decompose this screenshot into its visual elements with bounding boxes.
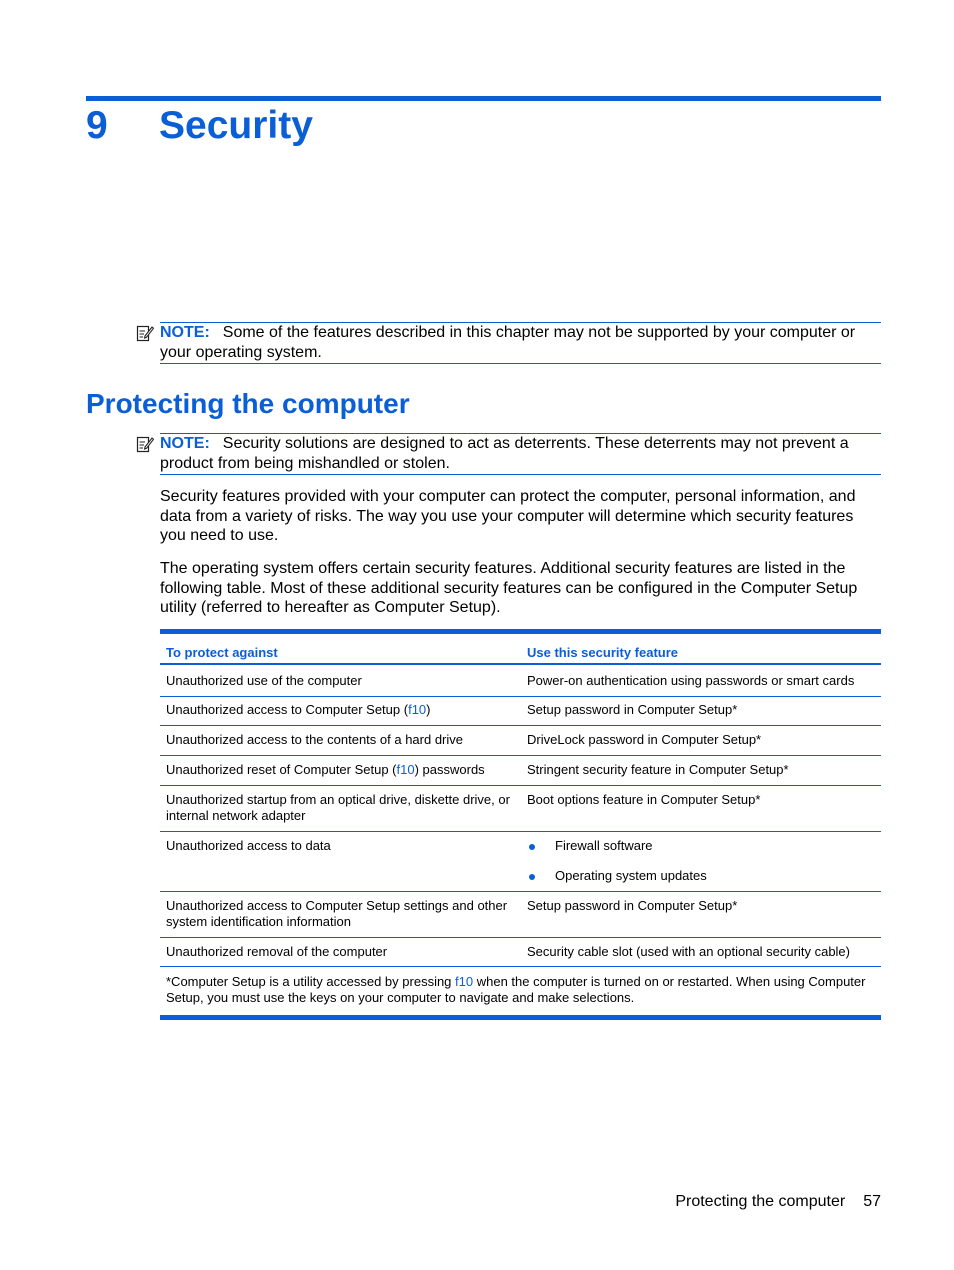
- f10-key: f10: [455, 974, 474, 989]
- chapter-heading: [86, 102, 313, 150]
- cell-text: ): [426, 702, 431, 717]
- table-row: [160, 665, 881, 697]
- paragraph: The operating system offers certain security features. Additional security features are listed in the following table. Most of these additional security features can be configured in the Computer Setup utility (referred to hereafter as Computer Setup).: [160, 560, 858, 616]
- bullet-dot-icon: [529, 874, 535, 880]
- note-box: [160, 433, 881, 475]
- note-box: [160, 322, 881, 364]
- note-pencil-icon: [136, 435, 154, 453]
- table-cell: Unauthorized access to Computer Setup settings and other system identification information: [166, 898, 508, 929]
- note-pencil-icon: [136, 324, 154, 342]
- table-cell: [160, 697, 521, 725]
- table-cell: Unauthorized access to the contents of a hard drive: [166, 732, 464, 747]
- note-text: Some of the features described in this chapter may not be supported by your computer or your operating system.: [160, 324, 856, 361]
- table-cell: [521, 832, 881, 891]
- table-footnote: [160, 967, 881, 1015]
- footnote-text: when the computer is turned on or restarted. When using Computer Setup, you must use the keys on your computer to navigate and make selections.: [166, 974, 866, 1005]
- table-cell: [160, 756, 521, 785]
- f10-key: f10: [408, 702, 427, 717]
- table-cell: Unauthorized startup from an optical drive, diskette drive, or internal network adapter: [166, 792, 510, 823]
- section-title: Protecting the computer: [86, 388, 410, 419]
- list-item: [527, 838, 875, 854]
- bullet-list: [527, 838, 875, 884]
- cell-text: Unauthorized access to Computer Setup (: [166, 702, 409, 717]
- table-row: [160, 756, 881, 786]
- table-row: [160, 697, 881, 726]
- list-item: [527, 868, 875, 884]
- chapter-title: Security: [159, 104, 313, 147]
- table-footnote-row: [160, 967, 881, 1015]
- table-header-row: [160, 634, 881, 665]
- table-header-cell: To protect against: [166, 645, 278, 660]
- table-cell: Setup password in Computer Setup*: [527, 898, 738, 913]
- list-item-text: Operating system updates: [555, 868, 707, 883]
- note-label: NOTE:: [160, 435, 210, 452]
- table-row: [160, 726, 881, 756]
- table-row: [160, 938, 881, 967]
- paragraph: Security features provided with your computer can protect the computer, personal information, and data from a variety of risks. The way you use your computer will determine which security features you need to use.: [160, 488, 856, 544]
- table-header-cell: Use this security feature: [527, 645, 679, 660]
- bullet-dot-icon: [529, 844, 535, 850]
- note-label: NOTE:: [160, 324, 210, 341]
- table-cell: Unauthorized use of the computer: [166, 673, 362, 688]
- note-text: Security solutions are designed to act as deterrents. These deterrents may not prevent a product from being mishandled or stolen.: [160, 435, 849, 472]
- table-cell: DriveLock password in Computer Setup*: [527, 732, 762, 747]
- table-cell: Unauthorized access to data: [166, 838, 331, 853]
- chapter-number: 9: [86, 104, 108, 147]
- page-number: 57: [863, 1193, 881, 1210]
- footer-section: Protecting the computer: [675, 1193, 846, 1210]
- table-row: [160, 892, 881, 938]
- f10-key: f10: [396, 762, 415, 777]
- cell-text: Unauthorized reset of Computer Setup (: [166, 762, 397, 777]
- table-cell: Security cable slot (used with an optional security cable): [527, 944, 850, 959]
- footnote-text: *Computer Setup is a utility accessed by pressing: [166, 974, 456, 989]
- list-item-text: Firewall software: [555, 838, 653, 853]
- chapter-top-rule: [86, 96, 881, 101]
- table-cell: Power-on authentication using passwords or smart cards: [527, 673, 855, 688]
- table-cell: Boot options feature in Computer Setup*: [527, 792, 761, 807]
- page-footer: [660, 1193, 881, 1211]
- table-cell: Unauthorized removal of the computer: [166, 944, 388, 959]
- table-cell: Setup password in Computer Setup*: [527, 702, 738, 717]
- security-table: [160, 629, 881, 1020]
- cell-text: ) passwords: [414, 762, 485, 777]
- table-cell: Stringent security feature in Computer Setup*: [527, 762, 789, 777]
- table-row: [160, 786, 881, 832]
- table-row: [160, 832, 881, 892]
